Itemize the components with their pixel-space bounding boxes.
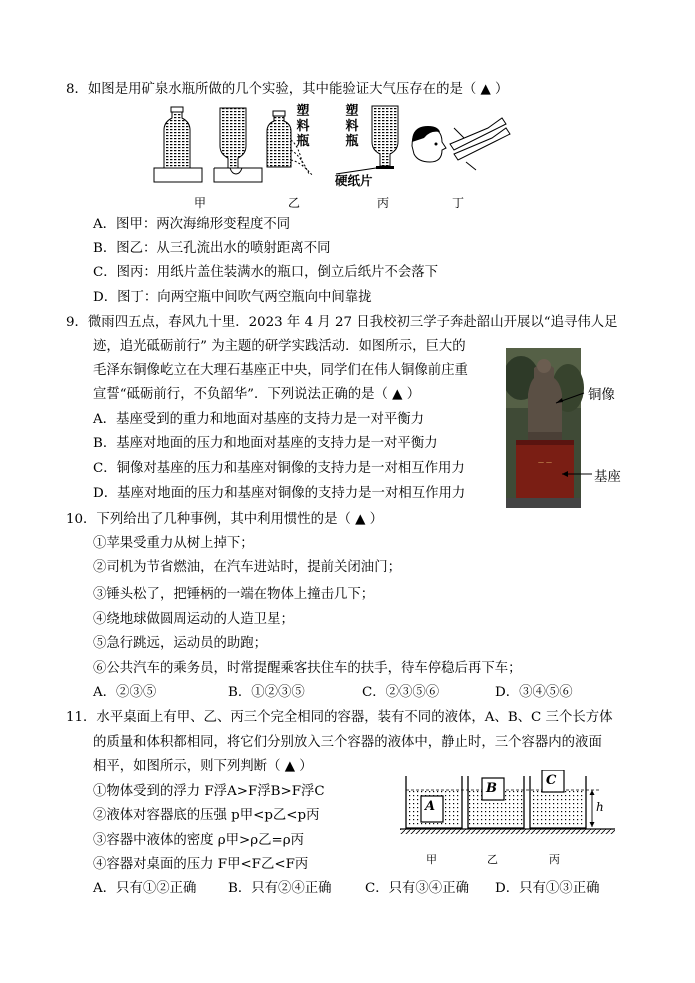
q9-option-b: B．基座对地面的压力和地面对基座的支持力是一对平衡力 <box>93 436 438 451</box>
statue-label: 铜像 <box>588 388 615 403</box>
q11-caption-bing: 丙 <box>549 853 560 866</box>
q8-option-c: C．图丙：用纸片盖住装满水的瓶口，倒立后纸片不会落下 <box>93 265 439 280</box>
q10-item-2: ②司机为节省燃油，在汽车进站时，提前关闭油门； <box>93 560 401 575</box>
q11-judgment-3: ③容器中液体的密度 ρ甲>ρ乙=ρ丙 <box>93 833 304 848</box>
bottle-on-sponge-jia <box>154 107 202 182</box>
caption-yi: 乙 <box>288 196 301 210</box>
plastic-bottle-label-2: 塑 料 瓶 <box>345 104 359 149</box>
q11-caption-yi: 乙 <box>487 853 498 866</box>
q11-line-1: 11．水平桌面上有甲、乙、丙三个完全相同的容器，装有不同的液体，A、B、C 三个长方体 <box>66 710 613 725</box>
q11-option-c: C．只有③④正确 <box>365 881 469 896</box>
q9-option-a: A．基座受到的重力和地面对基座的支持力是一对平衡力 <box>93 412 425 427</box>
q10-stem: 10．下列给出了几种事例，其中利用惯性的是（ ▲ ） <box>66 512 384 527</box>
caption-ding: 丁 <box>452 196 465 210</box>
q11-caption-jia: 甲 <box>426 853 437 866</box>
q8-option-b: B．图乙：从三孔流出水的喷射距离不同 <box>93 241 331 256</box>
block-b-label: B <box>486 781 497 796</box>
q9-line-4: 宣誓“砥砺前行，不负韶华”．下列说法正确的是（ ▲ ） <box>93 387 421 402</box>
q11-judgment-1: ①物体受到的浮力 F浮A>F浮B>F浮C <box>93 784 325 799</box>
q11-judgment-4: ④容器对桌面的压力 F甲<F乙<F丙 <box>93 857 309 872</box>
q10-item-5: ⑤急行跳远，运动员的助跑； <box>93 636 268 651</box>
q8-stem: 8．如图是用矿泉水瓶所做的几个实验，其中能验证大气压存在的是（ ▲ ） <box>66 82 509 97</box>
plastic-bottle-label-1: 塑 料 瓶 <box>296 104 310 149</box>
caption-bing: 丙 <box>377 196 390 210</box>
face-blowing-between-bottles <box>412 118 510 170</box>
q9-line-1: 9．微雨四五点，春风九十里．2023 年 4 月 27 日我校初三学子奔赴韶山开展以“追寻伟人足 <box>66 315 618 330</box>
q11-option-a: A．只有①②正确 <box>93 881 197 896</box>
q11-line-2: 的质量和体积都相同，将它们分别放入三个容器的液体中，静止时，三个容器内的液面 <box>93 735 602 750</box>
q8-option-d: D．图丁：向两空瓶中间吹气两空瓶向中间靠拢 <box>93 290 372 305</box>
q10-item-6: ⑥公共汽车的乘务员，时常提醒乘客扶住车的扶手，待车停稳后再下车； <box>93 661 522 676</box>
q10-option-a: A．②③⑤ <box>93 685 157 700</box>
q10-item-3: ③锤头松了，把锤柄的一端在物体上撞击几下； <box>93 587 375 602</box>
q9-line-3: 毛泽东铜像屹立在大理石基座正中央，同学们在伟人铜像前庄重 <box>93 363 468 378</box>
height-label: h <box>596 800 604 814</box>
inverted-bottle-on-sponge <box>214 108 262 182</box>
q9-option-d: D．基座对地面的压力和基座对铜像的支持力是一对相互作用力 <box>93 486 466 501</box>
card-label: 硬纸片 <box>335 173 373 188</box>
q9-option-c: C．铜像对基座的压力和基座对铜像的支持力是一对相互作用力 <box>93 461 465 476</box>
q8-option-a: A．图甲：两次海绵形变程度不同 <box>93 217 291 232</box>
q11-option-d: D．只有①③正确 <box>495 881 600 896</box>
statue-photo <box>506 348 626 512</box>
block-c-label: C <box>546 773 557 788</box>
q10-option-b: B．①②③⑤ <box>228 685 305 700</box>
q11-judgment-2: ②液体对容器底的压强 p甲<p乙<p丙 <box>93 808 320 823</box>
q11-option-b: B．只有②④正确 <box>228 881 332 896</box>
svg-text:— —: — — <box>538 459 552 466</box>
q10-item-1: ①苹果受重力从树上掉下； <box>93 536 254 551</box>
q10-option-d: D．③④⑤⑥ <box>495 685 573 700</box>
q10-option-c: C．②③⑤⑥ <box>362 685 440 700</box>
pedestal-label: 基座 <box>594 470 621 485</box>
caption-jia: 甲 <box>194 196 207 210</box>
block-a-label: A <box>425 799 436 814</box>
q9-line-2: 迹，追光砥砺前行” 为主题的研学实践活动．如图所示，巨大的 <box>93 339 466 354</box>
q10-item-4: ④绕地球做圆周运动的人造卫星； <box>93 612 294 627</box>
q11-line-3: 相平，如图所示，则下列判断（ ▲ ） <box>93 759 313 774</box>
